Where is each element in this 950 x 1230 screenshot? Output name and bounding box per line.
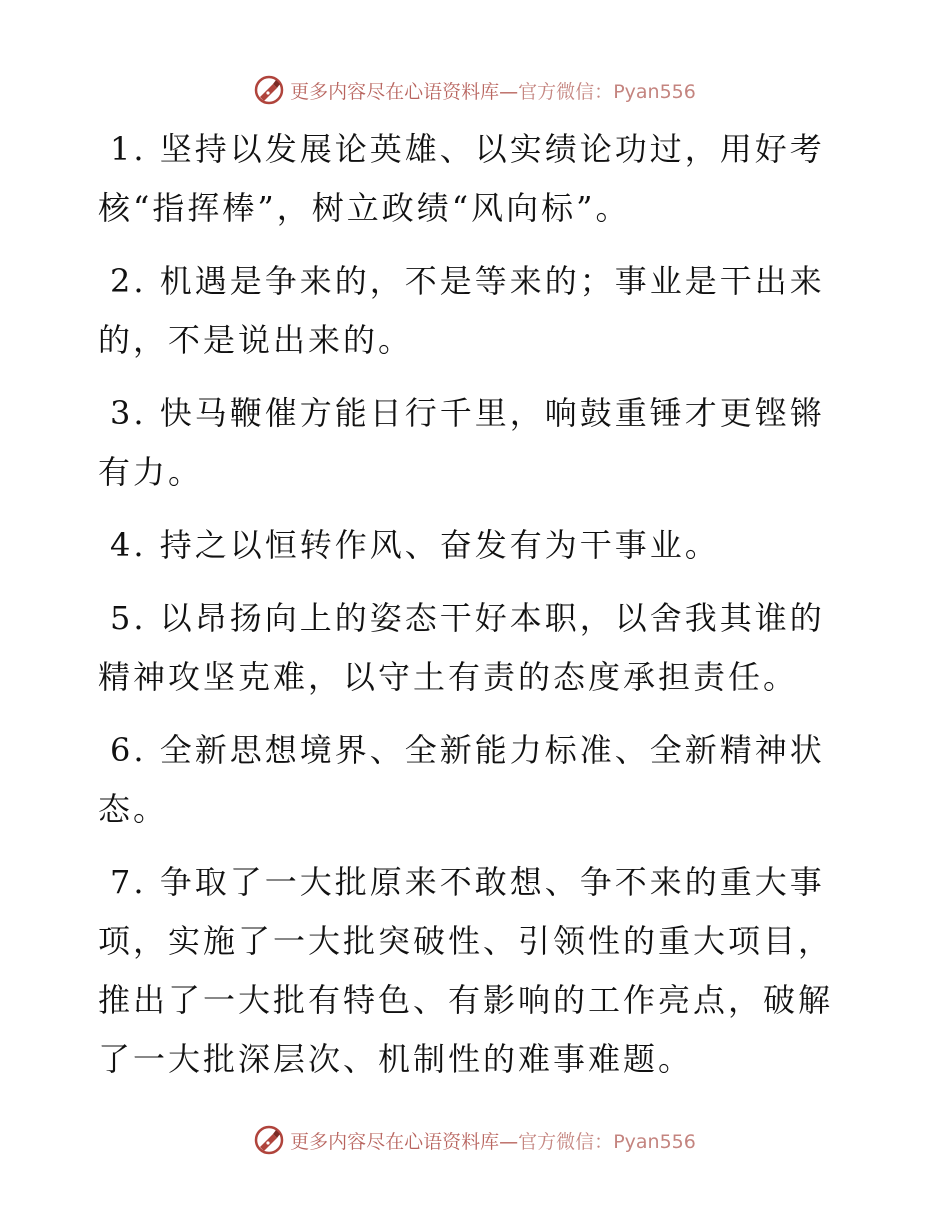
header-text <box>290 77 696 104</box>
header-wechat-id: Pyan556 <box>613 80 696 103</box>
list-item-6: 6. 全新思想境界、全新能力标准、全新精神状态。 <box>98 731 825 828</box>
pen-nib-logo-icon <box>254 75 284 105</box>
footer-wechat-label: 官方微信： <box>518 1130 614 1153</box>
pen-nib-logo-icon <box>254 1125 284 1155</box>
footer-wechat-id: Pyan556 <box>613 1130 696 1153</box>
footer-brand: 更多内容尽在心语资料库 <box>290 1130 500 1153</box>
footer-separator: — <box>499 1130 519 1153</box>
list-item-7: 7. 争取了一大批原来不敢想、争不来的重大事项，实施了一大批突破性、引领性的重大项目，推出了一大批有特色、有影响的工作亮点，破解了一大批深层次、机制性的难事难题。 <box>98 863 834 1078</box>
list-item-5: 5. 以昂扬向上的姿态干好本职，以舍我其谁的精神攻坚克难，以守土有责的态度承担责任。 <box>98 599 825 696</box>
header-separator: — <box>499 80 519 103</box>
list-item-1: 1. 坚持以发展论英雄、以实绩论功过，用好考核“指挥棒”，树立政绩“风向标”。 <box>98 130 825 227</box>
document-body <box>98 120 858 1103</box>
header-banner <box>0 70 950 110</box>
footer-banner <box>0 1120 950 1160</box>
header-brand: 更多内容尽在心语资料库 <box>290 80 500 103</box>
footer-text <box>290 1127 696 1154</box>
header-wechat-label: 官方微信： <box>518 80 614 103</box>
list-item-4: 4. 持之以恒转作风、奋发有为干事业。 <box>110 526 720 564</box>
list-item-2: 2. 机遇是争来的，不是等来的；事业是干出来的，不是说出来的。 <box>98 262 825 359</box>
list-item-3: 3. 快马鞭催方能日行千里，响鼓重锤才更铿锵有力。 <box>98 394 825 491</box>
